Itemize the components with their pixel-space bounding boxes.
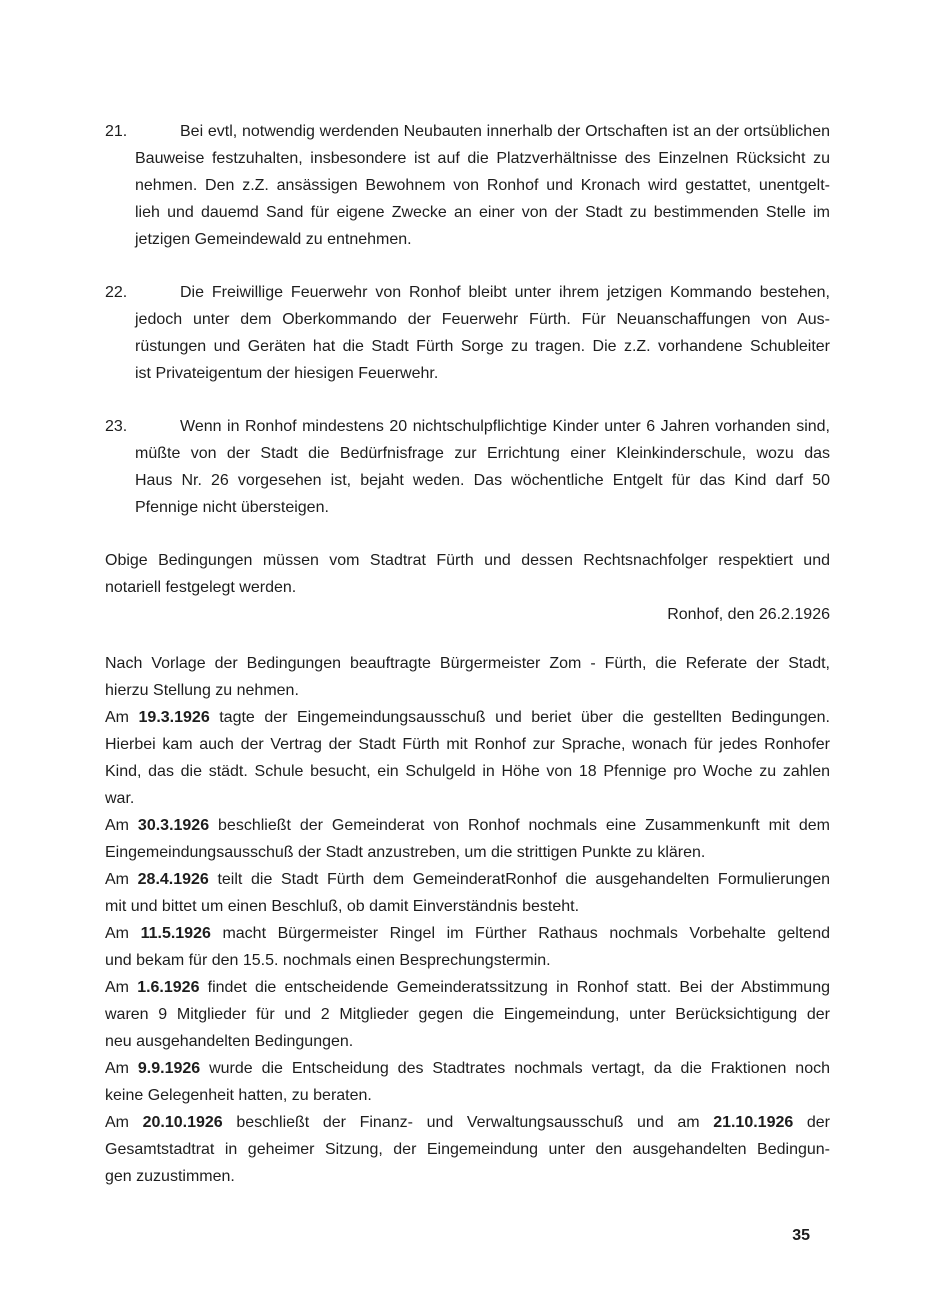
- text-line: und bekam für den 15.5. nochmals einen Besprechungstermin.: [105, 952, 551, 969]
- item-number: 21.: [105, 123, 128, 140]
- text-line: mit und bittet um einen Beschluß, ob damit Einverständnis besteht.: [105, 898, 580, 915]
- text-line: Hierbei kam auch der Vertrag der Stadt Fürth mit Ronhof zur Sprache, wonach für jedes Ronhofer: [105, 736, 830, 753]
- text-line: war.: [105, 790, 135, 807]
- text-line: jedoch unter dem Oberkommando der Feuerwehr Fürth. Für Neuanschaffungen von Aus-: [135, 311, 830, 328]
- bold-date-text: 1.6.1926: [137, 979, 200, 996]
- bold-date-text: 30.3.1926: [137, 817, 210, 834]
- text-run: findet die entscheidende Gemeinderatssitzung in Ronhof statt. Bei der Abstimmung: [199, 979, 831, 996]
- text-line: keine Gelegenheit hatten, zu beraten.: [105, 1087, 372, 1104]
- text-line: jetzigen Gemeindewald zu entnehmen.: [135, 231, 412, 248]
- text-run: Am: [105, 1060, 138, 1077]
- body-paragraph: [105, 1055, 830, 1109]
- text-line: [105, 704, 830, 731]
- text-run: wurde die Entscheidung des Stadtrates nochmals vertagt, da die Fraktionen noch: [200, 1060, 830, 1077]
- text-line: [105, 974, 830, 1001]
- body-paragraph: [105, 974, 830, 1055]
- item-number: 23.: [105, 418, 128, 435]
- bold-date-text: 20.10.1926: [142, 1114, 223, 1131]
- text-line: Obige Bedingungen müssen vom Stadtrat Fürth und dessen Rechtsnachfolger respektiert und: [105, 552, 830, 569]
- text-run: beschließt der Gemeinderat von Ronhof nochmals eine Zusammenkunft mit dem: [209, 817, 830, 834]
- numbered-item-23: [105, 413, 830, 521]
- numbered-item-22: [105, 279, 830, 387]
- bold-date-text: 19.3.1926: [138, 709, 210, 726]
- body-paragraph: [105, 650, 830, 704]
- text-line: hierzu Stellung zu nehmen.: [105, 682, 299, 699]
- bold-date-text: 11.5.1926: [140, 925, 211, 942]
- body-paragraph: [105, 866, 830, 920]
- text-run: beschließt der Finanz- und Verwaltungsausschuß und am: [222, 1114, 714, 1131]
- item-number: 22.: [105, 284, 128, 301]
- numbered-item-21: [105, 118, 830, 253]
- text-line: Pfennige nicht übersteigen.: [135, 499, 329, 516]
- text-line: waren 9 Mitglieder für und 2 Mitglieder gegen die Eingemeindung, unter Berücksichtigung der: [105, 1006, 830, 1023]
- body-paragraph: [105, 704, 830, 812]
- text-line: Eingemeindungsausschuß der Stadt anzustreben, um die strittigen Punkte zu klären.: [105, 844, 706, 861]
- text-line: [105, 1055, 830, 1082]
- item-text: [135, 279, 830, 387]
- bold-date-text: 21.10.1926: [713, 1114, 794, 1131]
- text-line: lieh und dauemd Sand für eigene Zwecke an einer von der Stadt zu bestimmenden Stelle im: [135, 204, 830, 221]
- text-run: tagte der Eingemeindungsausschuß und beriet über die gestellten Bedingungen.: [209, 709, 831, 726]
- text-run: Am: [105, 925, 141, 942]
- text-run: Am: [105, 709, 139, 726]
- text-line: Die Freiwillige Feuerwehr von Ronhof bleibt unter ihrem jetzigen Kommando bestehen,: [180, 284, 830, 301]
- text-line: ist Privateigentum der hiesigen Feuerwehr.: [135, 365, 439, 382]
- text-line: [105, 812, 830, 839]
- text-line: rüstungen und Geräten hat die Stadt Fürth Sorge zu tragen. Die z.Z. vorhandene Schubleiter: [135, 338, 830, 355]
- text-line: [105, 1109, 830, 1136]
- text-line: Haus Nr. 26 vorgesehen ist, bejaht weden. Das wöchentliche Entgelt für das Kind darf 50: [135, 472, 830, 489]
- text-run: Am: [105, 979, 138, 996]
- text-line: Kind, das die städt. Schule besucht, ein Schulgeld in Höhe von 18 Pfennige pro Woche zu zahlen: [105, 763, 830, 780]
- dateline: Ronhof, den 26.2.1926: [667, 606, 830, 623]
- text-line: Bauweise festzuhalten, insbesondere ist auf die Platzverhältnisse des Einzelnen Rücksicht zu: [135, 150, 830, 167]
- text-line: [105, 920, 830, 947]
- text-line: neu ausgehandelten Bedingungen.: [105, 1033, 354, 1050]
- text-line: [105, 866, 830, 893]
- text-run: der: [793, 1114, 831, 1131]
- item-text: [135, 413, 830, 521]
- text-run: macht Bürgermeister Ringel im Fürther Rathaus nochmals Vorbehalte geltend: [210, 925, 830, 942]
- bold-date-text: 28.4.1926: [137, 871, 209, 888]
- text-run: teilt die Stadt Fürth dem GemeinderatRonhof die ausgehandelten Formulierungen: [208, 871, 830, 888]
- text-line: nehmen. Den z.Z. ansässigen Bewohnem von Ronhof und Kronach wird gestattet, unentgelt-: [135, 177, 830, 194]
- body-paragraph: [105, 920, 830, 974]
- text-line: Gesamtstadtrat in geheimer Sitzung, der Eingemeindung unter den ausgehandelten Bedingun-: [105, 1141, 830, 1158]
- text-line: müßte von der Stadt die Bedürfnisfrage zur Errichtung einer Kleinkinderschule, wozu das: [135, 445, 830, 462]
- text-line: gen zuzustimmen.: [105, 1168, 235, 1185]
- text-line: Bei evtl, notwendig werdenden Neubauten innerhalb der Ortschaften ist an der ortsüblichen: [180, 123, 830, 140]
- text-line: Wenn in Ronhof mindestens 20 nichtschulpflichtige Kinder unter 6 Jahren vorhanden sind,: [180, 418, 830, 435]
- text-run: Am: [105, 871, 138, 888]
- text-run: Am: [105, 1114, 143, 1131]
- text-line: notariell festgelegt werden.: [105, 579, 297, 596]
- closing-paragraph: [105, 547, 830, 601]
- text-line: Nach Vorlage der Bedingungen beauftragte Bürgermeister Zom - Fürth, die Referate der Stadt,: [105, 655, 830, 672]
- bold-date-text: 9.9.1926: [137, 1060, 201, 1077]
- item-text: [135, 118, 830, 253]
- text-run: Am: [105, 817, 138, 834]
- body-paragraph: [105, 1109, 830, 1190]
- body-paragraph: [105, 812, 830, 866]
- page-number: 35: [792, 1227, 810, 1244]
